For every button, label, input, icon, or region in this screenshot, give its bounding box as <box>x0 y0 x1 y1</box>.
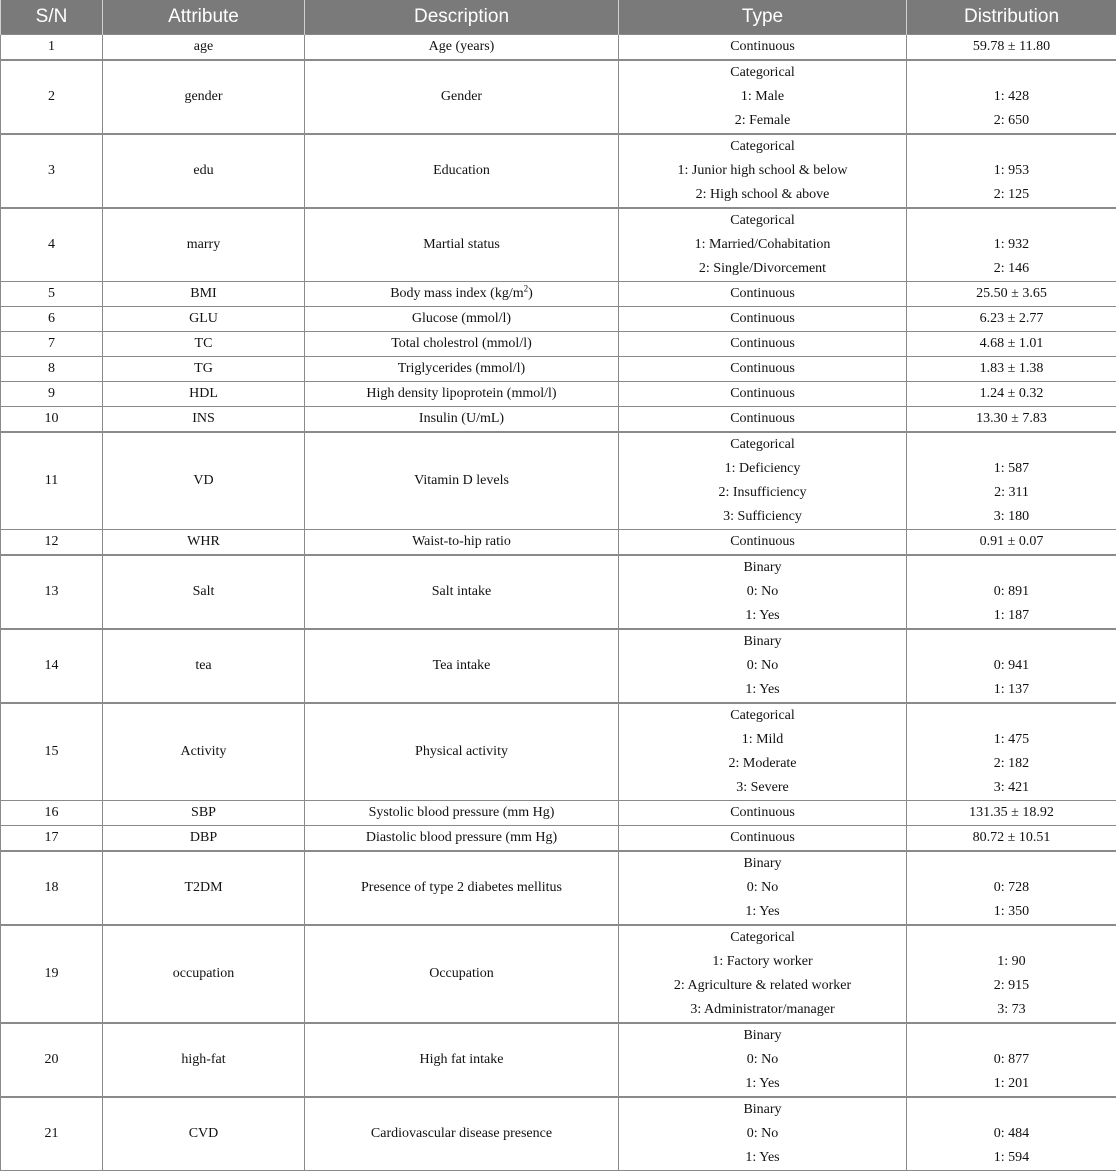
cell-sn: 12 <box>1 530 103 556</box>
cell-type <box>619 332 907 357</box>
cell-type <box>619 307 907 332</box>
cell-type <box>619 703 907 801</box>
cell-description <box>305 134 619 208</box>
distribution-value: 6.23 ± 2.77 <box>911 307 1112 331</box>
cell-description <box>305 282 619 307</box>
type-option: 0: No <box>623 580 902 604</box>
distribution-value: 3: 421 <box>911 776 1112 800</box>
cell-description <box>305 60 619 134</box>
description-text: Triglycerides (mmol/l) <box>398 361 525 376</box>
distribution-value <box>911 704 1112 728</box>
type-label: Continuous <box>623 282 902 306</box>
cell-type <box>619 530 907 556</box>
type-label: Continuous <box>623 801 902 825</box>
table-row <box>1 208 1116 282</box>
distribution-value <box>911 1098 1112 1122</box>
cell-description <box>305 925 619 1023</box>
table-row <box>1 555 1116 629</box>
distribution-value: 1: 953 <box>911 159 1112 183</box>
type-label: Continuous <box>623 332 902 356</box>
type-label: Binary <box>623 630 902 654</box>
cell-distribution <box>907 134 1116 208</box>
cell-attribute: occupation <box>103 925 305 1023</box>
cell-distribution <box>907 407 1116 433</box>
cell-distribution <box>907 801 1116 826</box>
cell-distribution <box>907 307 1116 332</box>
cell-attribute: age <box>103 35 305 61</box>
description-text: Tea intake <box>433 658 491 673</box>
table-row <box>1 925 1116 1023</box>
cell-sn: 21 <box>1 1097 103 1171</box>
type-option: 1: Junior high school & below <box>623 159 902 183</box>
description-text: Glucose (mmol/l) <box>412 311 511 326</box>
description-text: Gender <box>441 89 482 104</box>
cell-description <box>305 629 619 703</box>
type-option: 1: Mild <box>623 728 902 752</box>
cell-type <box>619 629 907 703</box>
description-text: Insulin (U/mL) <box>419 411 504 426</box>
type-label: Continuous <box>623 382 902 406</box>
type-label: Categorical <box>623 704 902 728</box>
type-option: 1: Yes <box>623 1146 902 1170</box>
cell-sn: 18 <box>1 851 103 925</box>
type-label: Binary <box>623 852 902 876</box>
cell-distribution <box>907 703 1116 801</box>
type-option: 1: Deficiency <box>623 457 902 481</box>
cell-description <box>305 332 619 357</box>
table-row <box>1 357 1116 382</box>
distribution-value: 0: 728 <box>911 876 1112 900</box>
cell-description <box>305 35 619 61</box>
distribution-value: 1: 187 <box>911 604 1112 628</box>
type-option: 1: Yes <box>623 678 902 702</box>
cell-attribute: T2DM <box>103 851 305 925</box>
description-text: Education <box>433 163 490 178</box>
cell-type <box>619 1023 907 1097</box>
description-text: Presence of type 2 diabetes mellitus <box>361 880 562 895</box>
cell-sn: 9 <box>1 382 103 407</box>
distribution-value: 1: 90 <box>911 950 1112 974</box>
type-label: Continuous <box>623 357 902 381</box>
description-text: Vitamin D levels <box>414 473 509 488</box>
distribution-value <box>911 209 1112 233</box>
table-row <box>1 629 1116 703</box>
table-row <box>1 307 1116 332</box>
distribution-value: 59.78 ± 11.80 <box>911 35 1112 59</box>
distribution-value: 131.35 ± 18.92 <box>911 801 1112 825</box>
distribution-value <box>911 852 1112 876</box>
distribution-value: 3: 73 <box>911 998 1112 1022</box>
type-label: Binary <box>623 1098 902 1122</box>
cell-description <box>305 1023 619 1097</box>
distribution-value <box>911 61 1112 85</box>
type-label: Continuous <box>623 35 902 59</box>
distribution-value: 1: 594 <box>911 1146 1112 1170</box>
type-option: 1: Married/Cohabitation <box>623 233 902 257</box>
cell-description <box>305 382 619 407</box>
cell-distribution <box>907 629 1116 703</box>
distribution-value <box>911 135 1112 159</box>
cell-description <box>305 530 619 556</box>
header-distribution: Distribution <box>907 0 1116 35</box>
table-header <box>1 0 1116 35</box>
distribution-value: 4.68 ± 1.01 <box>911 332 1112 356</box>
cell-distribution <box>907 1097 1116 1171</box>
cell-sn: 4 <box>1 208 103 282</box>
cell-type <box>619 208 907 282</box>
distribution-value <box>911 433 1112 457</box>
cell-distribution <box>907 1023 1116 1097</box>
distribution-value: 1: 350 <box>911 900 1112 924</box>
type-option: 0: No <box>623 654 902 678</box>
distribution-value: 2: 146 <box>911 257 1112 281</box>
table-row <box>1 134 1116 208</box>
cell-type <box>619 801 907 826</box>
cell-description <box>305 208 619 282</box>
distribution-value: 0: 941 <box>911 654 1112 678</box>
header-attribute: Attribute <box>103 0 305 35</box>
type-option: 2: Agriculture & related worker <box>623 974 902 998</box>
cell-attribute: tea <box>103 629 305 703</box>
cell-description <box>305 407 619 433</box>
table-row <box>1 60 1116 134</box>
cell-sn: 1 <box>1 35 103 61</box>
cell-sn: 19 <box>1 925 103 1023</box>
cell-distribution <box>907 826 1116 852</box>
description-superscript: 2 <box>524 283 529 293</box>
table-row <box>1 703 1116 801</box>
cell-attribute: TC <box>103 332 305 357</box>
cell-distribution <box>907 925 1116 1023</box>
type-option: 1: Male <box>623 85 902 109</box>
cell-sn: 13 <box>1 555 103 629</box>
cell-attribute: GLU <box>103 307 305 332</box>
type-label: Categorical <box>623 135 902 159</box>
cell-attribute: marry <box>103 208 305 282</box>
cell-distribution <box>907 208 1116 282</box>
cell-distribution <box>907 357 1116 382</box>
table-row <box>1 332 1116 357</box>
type-label: Categorical <box>623 926 902 950</box>
table-row <box>1 851 1116 925</box>
cell-type <box>619 432 907 530</box>
cell-type <box>619 407 907 433</box>
distribution-value: 1: 201 <box>911 1072 1112 1096</box>
cell-type <box>619 925 907 1023</box>
cell-type <box>619 826 907 852</box>
cell-attribute: Activity <box>103 703 305 801</box>
type-label: Categorical <box>623 209 902 233</box>
cell-description <box>305 357 619 382</box>
cell-distribution <box>907 332 1116 357</box>
cell-distribution <box>907 35 1116 61</box>
distribution-value <box>911 630 1112 654</box>
cell-description <box>305 801 619 826</box>
type-option: 0: No <box>623 876 902 900</box>
description-text: Occupation <box>429 966 494 981</box>
cell-attribute: WHR <box>103 530 305 556</box>
type-label: Categorical <box>623 433 902 457</box>
cell-attribute: INS <box>103 407 305 433</box>
cell-sn: 6 <box>1 307 103 332</box>
distribution-value: 2: 650 <box>911 109 1112 133</box>
type-label: Continuous <box>623 307 902 331</box>
cell-attribute: edu <box>103 134 305 208</box>
type-option: 2: Insufficiency <box>623 481 902 505</box>
cell-description <box>305 851 619 925</box>
description-text: Diastolic blood pressure (mm Hg) <box>366 830 557 845</box>
cell-distribution <box>907 60 1116 134</box>
header-row <box>1 0 1116 35</box>
table-row <box>1 826 1116 852</box>
distribution-value: 2: 182 <box>911 752 1112 776</box>
cell-attribute: TG <box>103 357 305 382</box>
cell-distribution <box>907 555 1116 629</box>
type-label: Continuous <box>623 826 902 850</box>
cell-sn: 8 <box>1 357 103 382</box>
header-sn: S/N <box>1 0 103 35</box>
cell-sn: 7 <box>1 332 103 357</box>
cell-attribute: high-fat <box>103 1023 305 1097</box>
description-text: Martial status <box>423 237 500 252</box>
description-text: Waist-to-hip ratio <box>412 534 511 549</box>
cell-attribute: DBP <box>103 826 305 852</box>
cell-description <box>305 432 619 530</box>
description-text: Systolic blood pressure (mm Hg) <box>369 805 555 820</box>
cell-type <box>619 60 907 134</box>
type-label: Continuous <box>623 407 902 431</box>
cell-description <box>305 555 619 629</box>
cell-sn: 14 <box>1 629 103 703</box>
distribution-value: 1.83 ± 1.38 <box>911 357 1112 381</box>
cell-description <box>305 307 619 332</box>
cell-attribute: HDL <box>103 382 305 407</box>
cell-attribute: VD <box>103 432 305 530</box>
cell-description <box>305 826 619 852</box>
distribution-value: 0: 891 <box>911 580 1112 604</box>
cell-sn: 11 <box>1 432 103 530</box>
cell-sn: 20 <box>1 1023 103 1097</box>
cell-attribute: BMI <box>103 282 305 307</box>
table-row <box>1 530 1116 556</box>
type-option: 2: High school & above <box>623 183 902 207</box>
cell-sn: 10 <box>1 407 103 433</box>
description-text: Salt intake <box>432 584 492 599</box>
type-option: 2: Moderate <box>623 752 902 776</box>
description-text: High density lipoprotein (mmol/l) <box>366 386 556 401</box>
cell-attribute: gender <box>103 60 305 134</box>
header-description: Description <box>305 0 619 35</box>
distribution-value: 1: 587 <box>911 457 1112 481</box>
cell-type <box>619 282 907 307</box>
cell-distribution <box>907 432 1116 530</box>
distribution-value: 80.72 ± 10.51 <box>911 826 1112 850</box>
distribution-value: 1.24 ± 0.32 <box>911 382 1112 406</box>
cell-sn: 16 <box>1 801 103 826</box>
cell-sn: 15 <box>1 703 103 801</box>
distribution-value: 2: 915 <box>911 974 1112 998</box>
cell-type <box>619 1097 907 1171</box>
description-suffix: ) <box>528 286 533 301</box>
distribution-value <box>911 1024 1112 1048</box>
type-option: 2: Single/Divorcement <box>623 257 902 281</box>
description-text: Physical activity <box>415 744 508 759</box>
description-text: Cardiovascular disease presence <box>371 1126 552 1141</box>
type-option: 1: Yes <box>623 1072 902 1096</box>
description-text: Total cholestrol (mmol/l) <box>391 336 532 351</box>
cell-description <box>305 1097 619 1171</box>
cell-attribute: CVD <box>103 1097 305 1171</box>
header-type: Type <box>619 0 907 35</box>
table-row <box>1 801 1116 826</box>
table-row <box>1 432 1116 530</box>
distribution-value: 2: 311 <box>911 481 1112 505</box>
cell-type <box>619 357 907 382</box>
type-option: 3: Administrator/manager <box>623 998 902 1022</box>
cell-sn: 5 <box>1 282 103 307</box>
cell-distribution <box>907 530 1116 556</box>
distribution-value: 1: 428 <box>911 85 1112 109</box>
cell-type <box>619 134 907 208</box>
cell-sn: 2 <box>1 60 103 134</box>
cell-distribution <box>907 282 1116 307</box>
type-option: 1: Yes <box>623 604 902 628</box>
table-row <box>1 35 1116 61</box>
type-label: Continuous <box>623 530 902 554</box>
distribution-value: 2: 125 <box>911 183 1112 207</box>
table-row <box>1 1097 1116 1171</box>
description-text: Body mass index (kg/m <box>390 286 523 301</box>
distribution-value: 1: 475 <box>911 728 1112 752</box>
distribution-value <box>911 556 1112 580</box>
type-option: 2: Female <box>623 109 902 133</box>
cell-type <box>619 851 907 925</box>
type-option: 1: Yes <box>623 900 902 924</box>
type-option: 0: No <box>623 1048 902 1072</box>
cell-type <box>619 382 907 407</box>
type-option: 3: Severe <box>623 776 902 800</box>
cell-attribute: Salt <box>103 555 305 629</box>
type-label: Categorical <box>623 61 902 85</box>
description-text: High fat intake <box>420 1052 504 1067</box>
distribution-value: 0: 484 <box>911 1122 1112 1146</box>
cell-distribution <box>907 851 1116 925</box>
table-row <box>1 407 1116 433</box>
cell-description <box>305 703 619 801</box>
table-row <box>1 1023 1116 1097</box>
distribution-value: 1: 932 <box>911 233 1112 257</box>
cell-distribution <box>907 382 1116 407</box>
description-text: Age (years) <box>429 39 495 54</box>
table-row <box>1 382 1116 407</box>
type-option: 3: Sufficiency <box>623 505 902 529</box>
distribution-value: 3: 180 <box>911 505 1112 529</box>
cell-type <box>619 555 907 629</box>
distribution-value: 0.91 ± 0.07 <box>911 530 1112 554</box>
table-body <box>1 35 1116 1171</box>
type-label: Binary <box>623 556 902 580</box>
cell-attribute: SBP <box>103 801 305 826</box>
cell-sn: 17 <box>1 826 103 852</box>
distribution-value: 13.30 ± 7.83 <box>911 407 1112 431</box>
distribution-value: 0: 877 <box>911 1048 1112 1072</box>
distribution-value: 25.50 ± 3.65 <box>911 282 1112 306</box>
type-option: 1: Factory worker <box>623 950 902 974</box>
type-option: 0: No <box>623 1122 902 1146</box>
type-label: Binary <box>623 1024 902 1048</box>
table-row <box>1 282 1116 307</box>
distribution-value <box>911 926 1112 950</box>
distribution-value: 1: 137 <box>911 678 1112 702</box>
cell-type <box>619 35 907 61</box>
cell-sn: 3 <box>1 134 103 208</box>
